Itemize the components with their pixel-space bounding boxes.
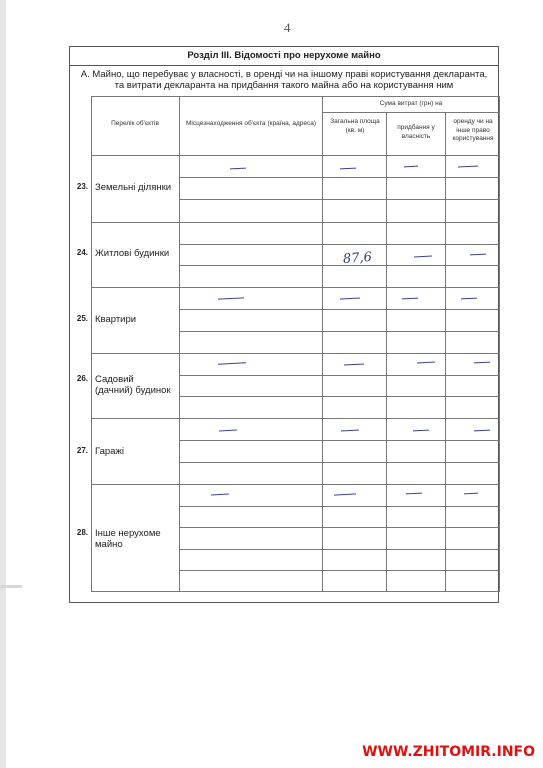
row-number-28: 28. bbox=[76, 528, 88, 537]
row-number-26: 26. bbox=[76, 374, 88, 383]
scan-edge bbox=[0, 0, 6, 768]
header-purchase: придбання у власність bbox=[397, 124, 435, 140]
row-label-apartments: Квартири bbox=[95, 314, 137, 325]
handwritten-area-value: 87,6 bbox=[342, 250, 373, 267]
subtitle-line-2: та витрати декларанта на придбання такого майна або на користування ним bbox=[114, 80, 454, 91]
row-label-other-property: Інше нерухоме майно bbox=[95, 528, 161, 550]
header-area: Загальна площа (кв. м) bbox=[330, 118, 380, 134]
subtitle-line-1: А. Майно, що перебуває у власності, в оренді чи на іншому праві користування декларанта, bbox=[80, 69, 488, 80]
row-label-garden-house: Садовий (дачний) будинок bbox=[95, 374, 171, 396]
row-number-27: 27. bbox=[76, 446, 88, 455]
row-number-23: 23. bbox=[76, 182, 88, 191]
row-number-25: 25. bbox=[76, 314, 88, 323]
section-title: Розділ ІІІ. Відомості про нерухоме майно bbox=[70, 47, 498, 66]
header-objects: Перелік об'єктів bbox=[111, 120, 159, 127]
site-watermark: WWW.ZHITOMIR.INFO bbox=[362, 744, 535, 760]
row-label-houses: Житлові будинки bbox=[95, 248, 170, 259]
header-expenses: Сума витрат (грн) на bbox=[379, 100, 443, 107]
scan-edge-mark bbox=[0, 585, 22, 588]
row-label-land: Земельні ділянки bbox=[95, 182, 172, 193]
row-label-garages: Гаражі bbox=[95, 446, 124, 457]
section-subtitle bbox=[70, 69, 498, 91]
row-number-24: 24. bbox=[76, 248, 88, 257]
header-location: Місцезнаходження об'єкта (країна, адреса) bbox=[186, 120, 316, 127]
page-number: 4 bbox=[284, 20, 291, 35]
header-rent: оренду чи на інше право користування bbox=[452, 118, 494, 142]
